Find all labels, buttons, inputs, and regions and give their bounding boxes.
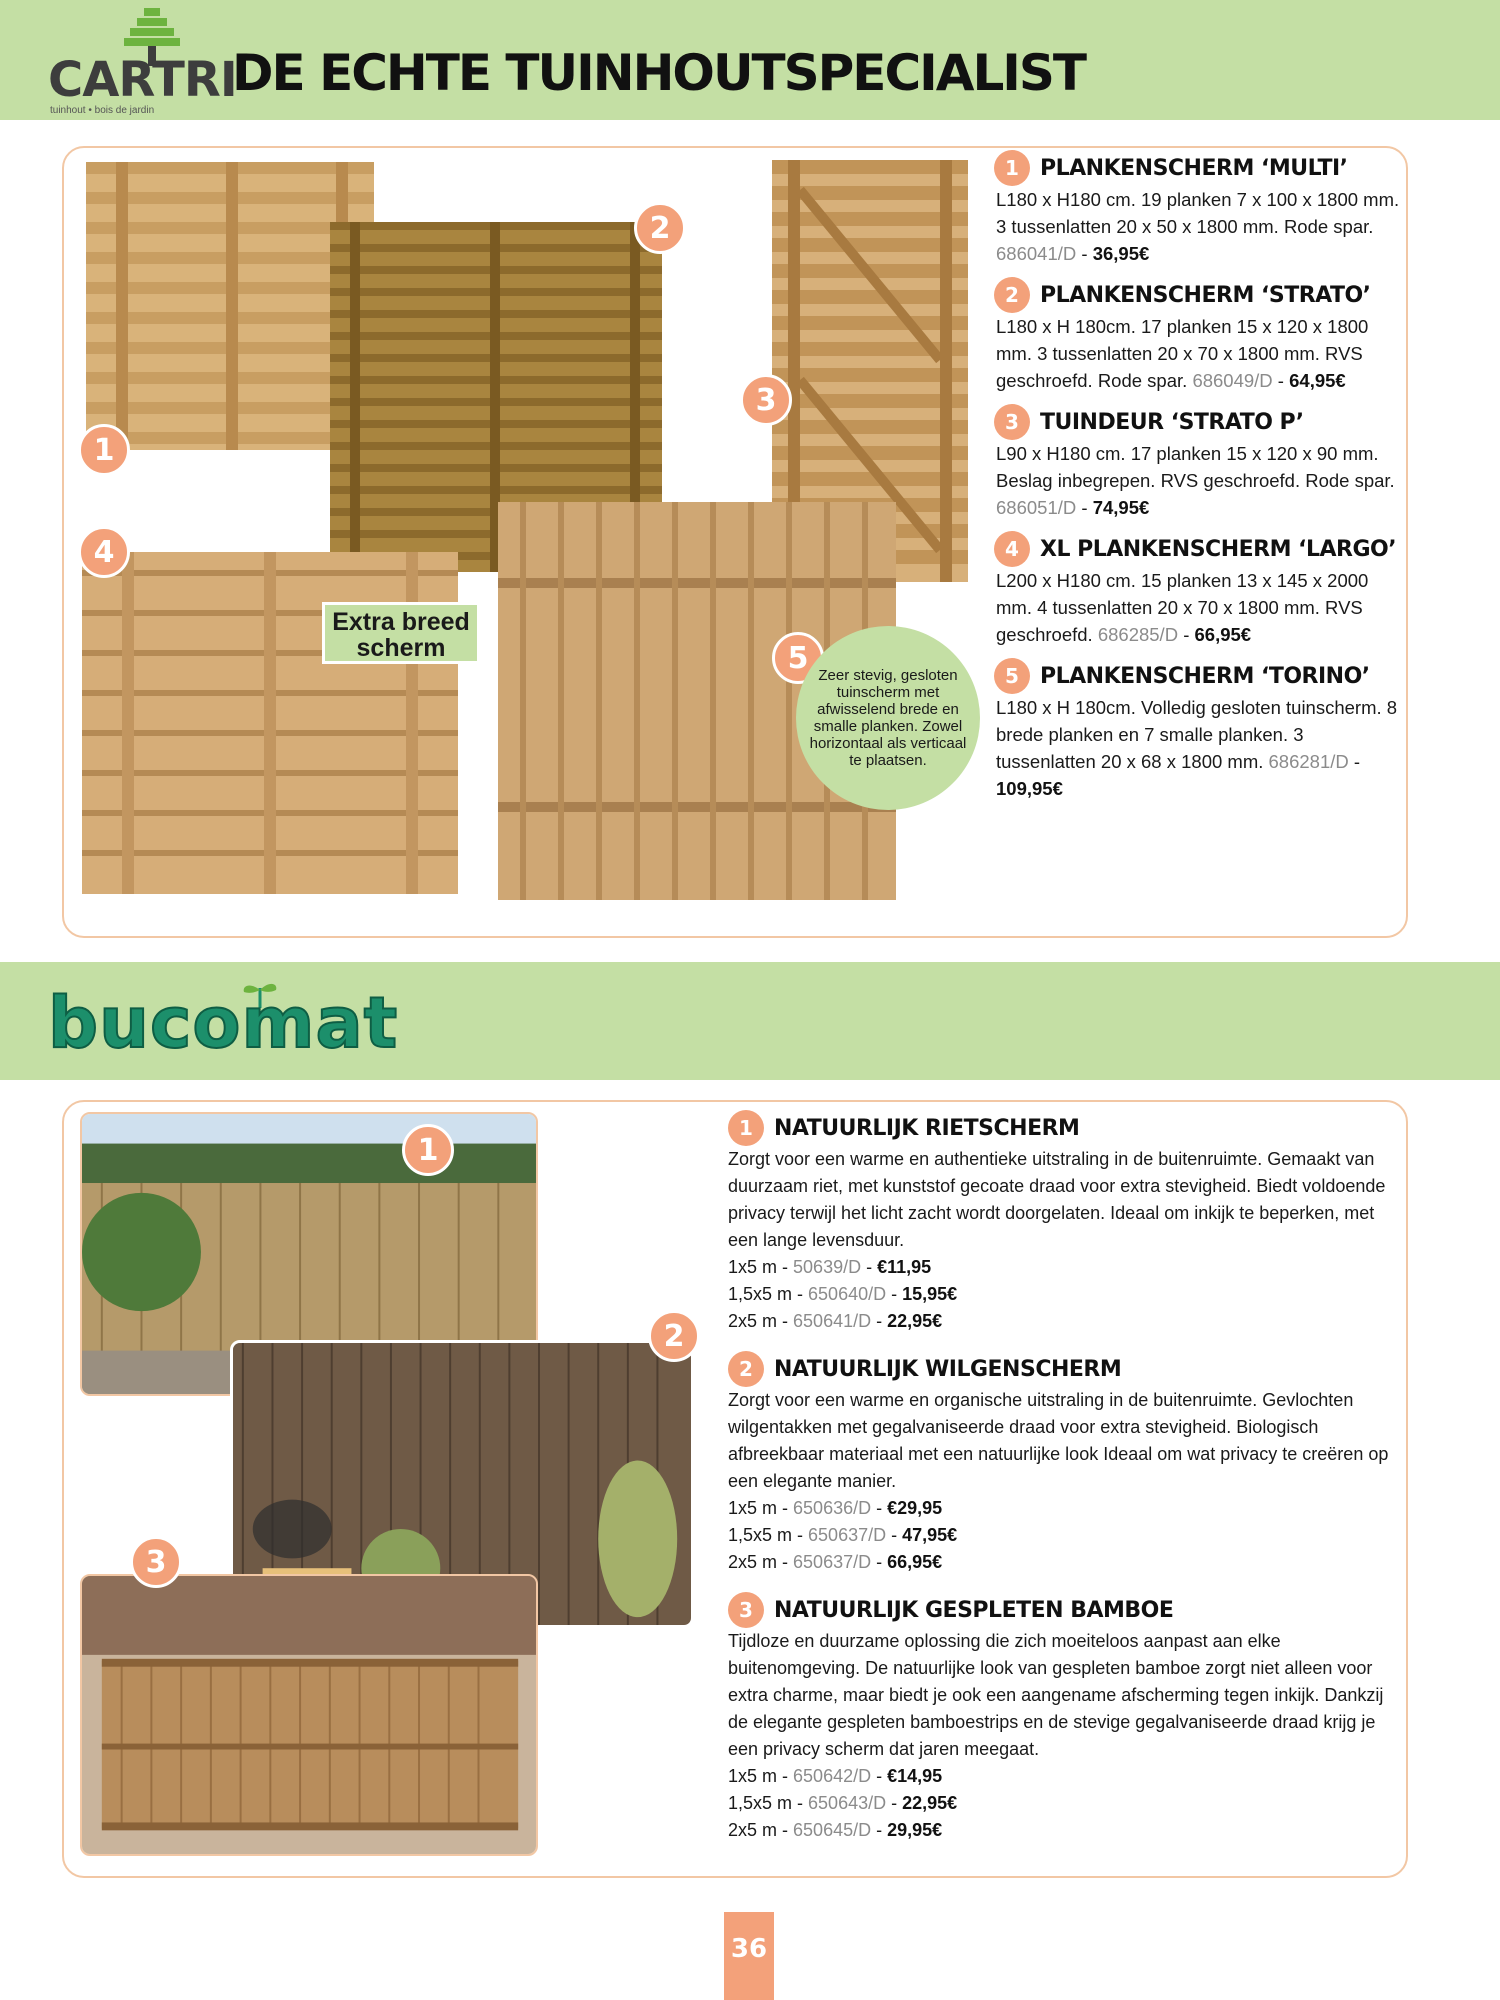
image-badge-b3: 3: [130, 1536, 182, 1588]
product-code: 686049/D: [1192, 370, 1273, 391]
product-number: 1: [728, 1110, 764, 1146]
page-number: 36: [724, 1912, 774, 2000]
product-title: TUINDEUR ‘STRATO P’: [1040, 409, 1304, 435]
product-description: L180 x H 180cm. 17 planken 15 x 120 x 1800 mm. 3 tussenlatten 20 x 70 x 1800 mm. RVS geschroefd. Rode spar.: [996, 316, 1369, 391]
page-headline: DE ECHTE TUINHOUTSPECIALIST: [232, 44, 1086, 102]
bucomat-product-list: [728, 1110, 1398, 1860]
image-badge-4: 4: [78, 526, 130, 578]
product-description: L200 x H180 cm. 15 planken 13 x 145 x 2000 mm. 4 tussenlatten 20 x 70 x 1800 mm. RVS geschroefd.: [996, 570, 1369, 645]
product-largo: 4 XL PLANKENSCHERM ‘LARGO’ L200 x H180 cm. 15 planken 13 x 145 x 2000 mm. 4 tussenlatten 20 x 70 x 1800 mm. RVS geschroefd. 686285/D - 66,95€: [994, 531, 1404, 648]
product-number: 2: [994, 277, 1030, 313]
image-badge-b1: 1: [402, 1124, 454, 1176]
product-number: 5: [994, 658, 1030, 694]
product-number: 3: [994, 404, 1030, 440]
product-number: 2: [728, 1351, 764, 1387]
cartri-logo: [48, 6, 237, 116]
image-badge-b2: 2: [648, 1310, 700, 1362]
product-title: NATUURLIJK RIETSCHERM: [774, 1115, 1080, 1141]
product-description: Zorgt voor een warme en authentieke uitstraling in de buitenruimte. Gemaakt van duurzaam riet, met kunststof gecoate draad voor extra stevigheid. Biedt voldoende privacy terwijl het licht zacht wordt doorgelaten. Ideaal om inkijk te beperken, met een lange levensduur.: [728, 1149, 1386, 1250]
product-torino: 5 PLANKENSCHERM ‘TORINO’ L180 x H 180cm. Volledig gesloten tuinscherm. 8 brede planken en 7 smalle planken. 3 tussenlatten 20 x 68 x 1800 mm. 686281/D - 109,95€: [994, 658, 1404, 802]
variant-row: 1,5x5 m - 650640/D - 15,95€: [728, 1284, 958, 1304]
variant-row: 1,5x5 m - 650637/D - 47,95€: [728, 1525, 958, 1545]
cartri-wordmark: CARTRI: [48, 52, 237, 108]
product-description: L180 x H180 cm. 19 planken 7 x 100 x 1800 mm. 3 tussenlatten 20 x 50 x 1800 mm. Rode spar.: [996, 189, 1400, 237]
product-number: 1: [994, 150, 1030, 186]
callout-extra-breed: Extra breed scherm: [322, 602, 480, 664]
product-price: 74,95€: [1092, 497, 1150, 518]
product-title: NATUURLIJK GESPLETEN BAMBOE: [774, 1597, 1174, 1623]
product-title: XL PLANKENSCHERM ‘LARGO’: [1040, 536, 1397, 562]
image-badge-5: 5: [772, 632, 824, 684]
product-description: L90 x H180 cm. 17 planken 15 x 120 x 90 mm. Beslag inbegrepen. RVS geschroefd. Rode spar.: [996, 443, 1395, 491]
variant-row: 2x5 m - 650637/D - 66,95€: [728, 1552, 943, 1572]
product-description: Zorgt voor een warme en organische uitstraling in de buitenruimte. Gevlochten wilgentakken met gegalvaniseerde draad voor extra stevigheid. Biologisch afbreekbaar materiaal met een natuurlijke look Ideaal om wat privacy te creëren op een elegante manier.: [728, 1390, 1389, 1491]
variant-row: 1,5x5 m - 650643/D - 22,95€: [728, 1793, 958, 1813]
bucomat-wordmark: bucomat: [48, 982, 399, 1064]
product-rietscherm: [728, 1110, 1398, 1335]
product-number: 3: [728, 1592, 764, 1628]
product-description: Tijdloze en duurzame oplossing die zich moeiteloos aanpast aan elke buitenomgeving. De natuurlijke look van gespleten bamboe zorgt niet alleen voor extra charme, maar biedt je ook een aangename afscherming tegen inkijk. Dankzij de elegante gespleten bamboestrips en de stevige gegalvaniseerde draad krijg je een privacy scherm dat jaren meegaat.: [728, 1631, 1384, 1759]
product-code: 686281/D: [1268, 751, 1349, 772]
variant-row: 1x5 m - 50639/D - €11,95: [728, 1257, 932, 1277]
image-badge-2: 2: [634, 202, 686, 254]
variant-row: 2x5 m - 650645/D - 29,95€: [728, 1820, 943, 1840]
product-price: 64,95€: [1289, 370, 1346, 391]
product-price: 109,95€: [996, 778, 1063, 799]
product-image-bamboe: [80, 1574, 538, 1856]
image-badge-1: 1: [78, 424, 130, 476]
product-title: PLANKENSCHERM ‘TORINO’: [1040, 663, 1370, 689]
product-price: 66,95€: [1194, 624, 1252, 645]
image-badge-3: 3: [740, 374, 792, 426]
cartri-product-list: [994, 150, 1404, 812]
product-code: 686285/D: [1097, 624, 1179, 645]
bucomat-logo: [48, 980, 408, 1070]
variant-row: 2x5 m - 650641/D - 22,95€: [728, 1311, 943, 1331]
product-wilgenscherm: [728, 1351, 1398, 1576]
product-title: NATUURLIJK WILGENSCHERM: [774, 1356, 1122, 1382]
product-description: L180 x H 180cm. Volledig gesloten tuinscherm. 8 brede planken en 7 smalle planken. 3 tussenlatten 20 x 68 x 1800 mm.: [996, 697, 1398, 772]
product-strato-p: 3 TUINDEUR ‘STRATO P’ L90 x H180 cm. 17 planken 15 x 120 x 90 mm. Beslag inbegrepen. RVS geschroefd. Rode spar. 686051/D - 74,95€: [994, 404, 1404, 521]
product-price: 36,95€: [1092, 243, 1150, 264]
variant-row: 1x5 m - 650642/D - €14,95: [728, 1766, 943, 1786]
product-number: 4: [994, 531, 1030, 567]
product-multi: 1 PLANKENSCHERM ‘MULTI’ L180 x H180 cm. 19 planken 7 x 100 x 1800 mm. 3 tussenlatten 20 x 50 x 1800 mm. Rode spar. 686041/D - 36,95€: [994, 150, 1404, 267]
product-code: 686051/D: [996, 497, 1077, 518]
product-title: PLANKENSCHERM ‘MULTI’: [1040, 155, 1348, 181]
callout-zeer-stevig: Zeer stevig, gesloten tuinscherm met afwisselend brede en smalle planken. Zowel horizontaal als verticaal te plaatsen.: [796, 626, 980, 810]
product-strato: 2 PLANKENSCHERM ‘STRATO’ L180 x H 180cm. 17 planken 15 x 120 x 1800 mm. 3 tussenlatten 20 x 70 x 1800 mm. RVS geschroefd. Rode spar. 686049/D - 64,95€: [994, 277, 1404, 394]
product-code: 686041/D: [996, 243, 1077, 264]
variant-row: 1x5 m - 650636/D - €29,95: [728, 1498, 943, 1518]
product-title: PLANKENSCHERM ‘STRATO’: [1040, 282, 1371, 308]
product-bamboe: [728, 1592, 1398, 1844]
cartri-tagline: tuinhout • bois de jardin: [50, 105, 155, 116]
